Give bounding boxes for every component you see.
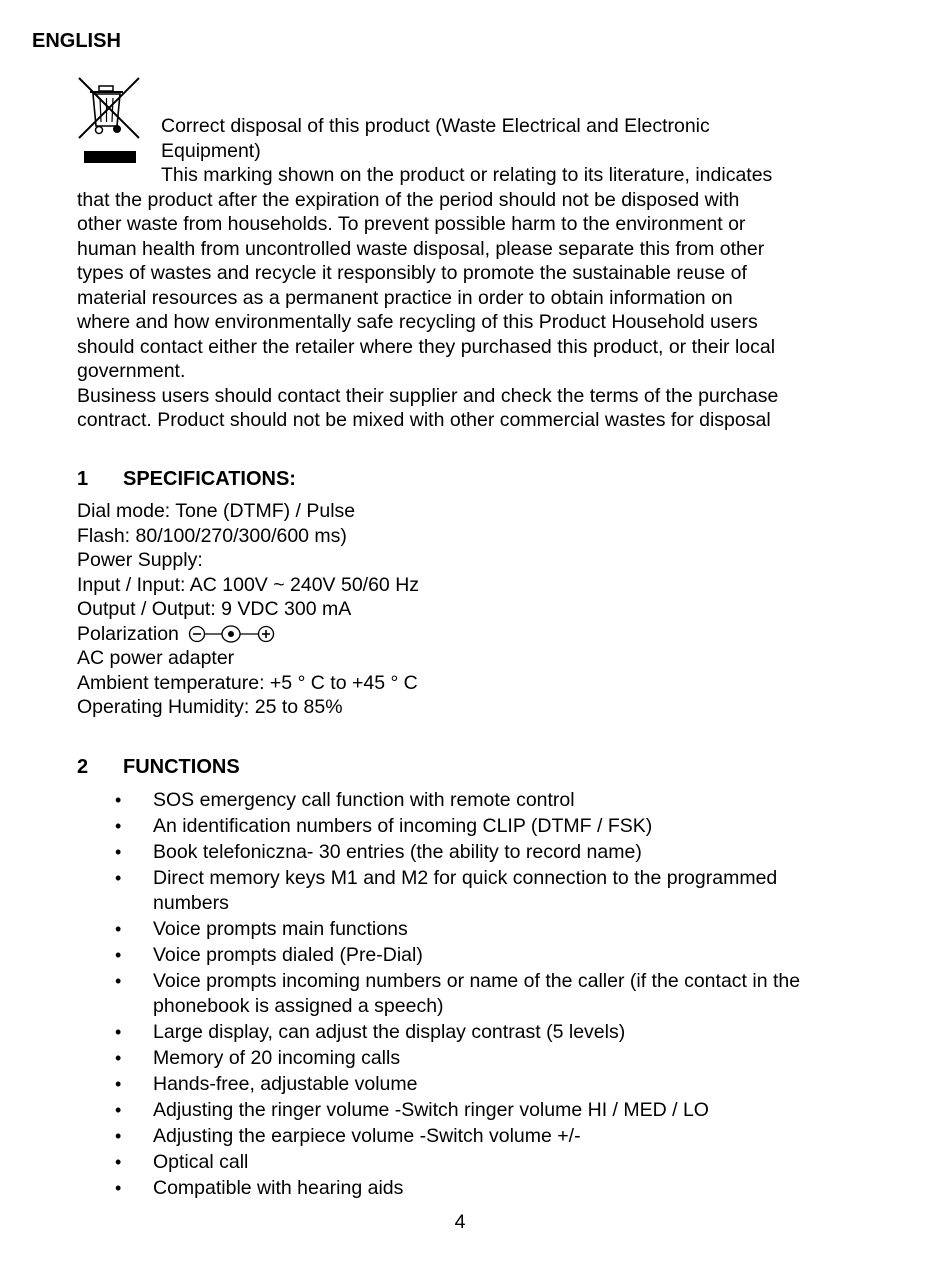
weee-body-line: material resources as a permanent practice in order to obtain information on <box>77 286 733 309</box>
weee-body <box>77 163 857 433</box>
bullet: • <box>115 1152 122 1172</box>
list-item <box>77 1098 857 1123</box>
polarization-line <box>77 622 419 647</box>
list-item-text: Hands-free, adjustable volume <box>153 1073 418 1095</box>
bullet: • <box>115 1022 122 1042</box>
list-item <box>77 1124 857 1149</box>
spec-line: Flash: 80/100/270/300/600 ms) <box>77 524 347 547</box>
bullet: • <box>115 971 122 991</box>
bullet: • <box>115 919 122 939</box>
list-item <box>77 1150 857 1175</box>
weee-body-line: that the product after the expiration of the period should not be disposed with <box>77 188 740 211</box>
spec-line: Input / Input: AC 100V ~ 240V 50/60 Hz <box>77 573 420 596</box>
functions-list <box>77 788 857 1202</box>
list-item-text: Voice prompts main functions <box>153 918 408 940</box>
list-item <box>77 866 857 916</box>
list-item <box>77 969 857 1019</box>
weee-title-line: Correct disposal of this product (Waste Electrical and Electronic <box>161 115 710 137</box>
specifications-list <box>77 499 419 720</box>
bullet: • <box>115 868 122 888</box>
weee-title <box>161 114 861 163</box>
list-item <box>77 1020 857 1045</box>
language-heading: ENGLISH <box>32 30 121 52</box>
list-item-text: Large display, can adjust the display contrast (5 levels) <box>153 1021 626 1043</box>
list-item <box>77 788 857 813</box>
bullet: • <box>115 842 122 862</box>
page-number: 4 <box>454 1211 466 1233</box>
weee-body-line: government. <box>77 360 186 382</box>
list-item <box>77 1046 857 1071</box>
bullet: • <box>115 790 122 810</box>
bullet: • <box>115 1126 122 1146</box>
list-item <box>77 1176 857 1201</box>
list-item-text: Direct memory keys M1 and M2 for quick connection to the programmed numbers <box>153 867 778 914</box>
spec-line: AC power adapter <box>77 647 235 669</box>
list-item-text: Optical call <box>153 1151 249 1173</box>
section-number: 1 <box>77 468 89 490</box>
list-item <box>77 840 857 865</box>
list-item-text: Voice prompts dialed (Pre-Dial) <box>153 944 423 966</box>
weee-body-line: human health from uncontrolled waste disposal, please separate this from other <box>77 237 765 260</box>
weee-body-line: where and how environmentally safe recycling of this Product Household users <box>77 311 758 333</box>
list-item <box>77 1072 857 1097</box>
bullet: • <box>115 945 122 965</box>
bullet: • <box>115 1178 122 1198</box>
list-item-text: SOS emergency call function with remote control <box>153 789 575 811</box>
weee-body-line: types of wastes and recycle it responsibly to promote the sustainable reuse of <box>77 262 747 284</box>
weee-body-line: should contact either the retailer where they purchased this product, or their local <box>77 335 776 358</box>
bullet: • <box>115 1074 122 1094</box>
polarity-diagram-icon <box>188 624 282 644</box>
specifications-heading <box>77 468 296 491</box>
spec-line: Output / Output: 9 VDC 300 mA <box>77 598 352 620</box>
spec-line: Ambient temperature: +5 ° C to +45 ° C <box>77 671 418 694</box>
weee-underline-bar <box>84 151 136 163</box>
weee-body-line: contract. Product should not be mixed with other commercial wastes for disposal <box>77 409 771 431</box>
list-item-text: An identification numbers of incoming CLIP (DTMF / FSK) <box>153 815 653 837</box>
list-item-text: Adjusting the earpiece volume -Switch volume +/- <box>153 1125 581 1147</box>
polarization-label: Polarization <box>77 622 179 645</box>
list-item <box>77 943 857 968</box>
section-title: SPECIFICATIONS: <box>123 468 296 490</box>
weee-title-line: Equipment) <box>161 139 261 162</box>
spec-line: Power Supply: <box>77 549 203 571</box>
weee-body-line: This marking shown on the product or relating to its literature, indicates <box>161 164 773 186</box>
functions-heading <box>77 756 240 779</box>
list-item-text: Book telefoniczna- 30 entries (the ability to record name) <box>153 841 642 863</box>
spec-line: Dial mode: Tone (DTMF) / Pulse <box>77 500 356 522</box>
list-item-text: Memory of 20 incoming calls <box>153 1047 401 1069</box>
list-item-text: Adjusting the ringer volume -Switch ringer volume HI / MED / LO <box>153 1099 709 1121</box>
spec-line: Operating Humidity: 25 to 85% <box>77 696 343 718</box>
weee-body-line: Business users should contact their supplier and check the terms of the purchase <box>77 384 779 407</box>
section-title: FUNCTIONS <box>123 756 240 778</box>
section-number: 2 <box>77 756 89 778</box>
bullet: • <box>115 816 122 836</box>
bullet: • <box>115 1048 122 1068</box>
bullet: • <box>115 1100 122 1120</box>
list-item-text: Voice prompts incoming numbers or name of the caller (if the contact in the phonebook is assigned a speech) <box>153 970 801 1017</box>
weee-body-line: other waste from households. To prevent possible harm to the environment or <box>77 213 746 235</box>
list-item <box>77 814 857 839</box>
list-item <box>77 917 857 942</box>
list-item-text: Compatible with hearing aids <box>153 1177 404 1199</box>
